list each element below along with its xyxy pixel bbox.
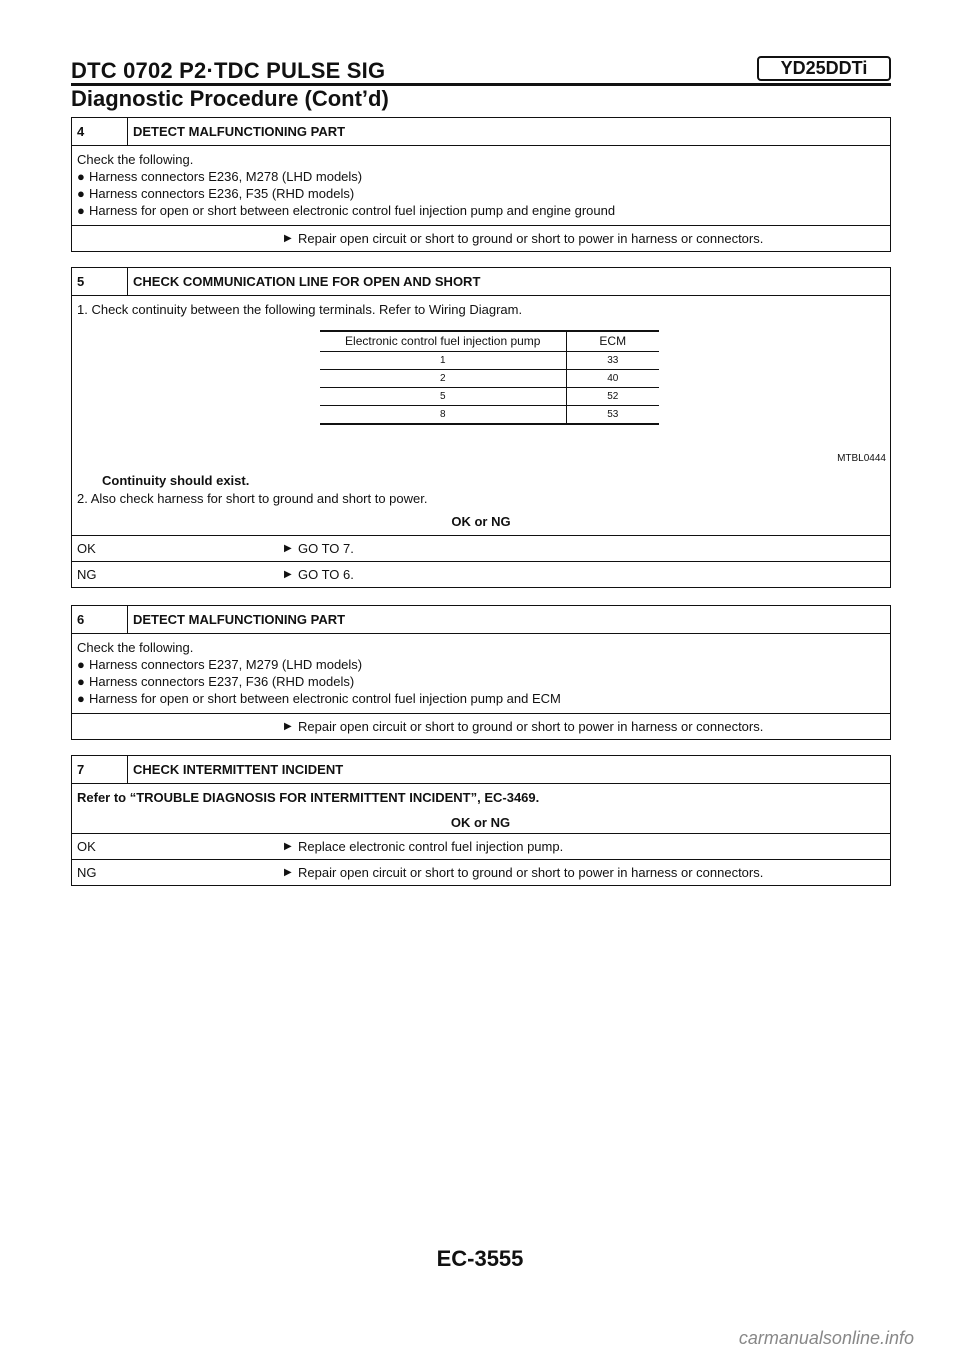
intro-text: Check the following. xyxy=(77,152,194,167)
list-item: ● Harness connectors E236, M278 (LHD models) xyxy=(77,169,363,184)
step-5-ng-row xyxy=(72,561,890,587)
step-number: 7 xyxy=(72,756,128,783)
step-title: DETECT MALFUNCTIONING PART xyxy=(133,612,346,627)
list-item: ● Harness connectors E237, F36 (RHD models) xyxy=(77,674,355,689)
list-item: ● Harness connectors E236, F35 (RHD models) xyxy=(77,186,355,201)
ok-or-ng-label: OK or NG xyxy=(450,815,511,830)
step-4-body xyxy=(72,145,890,225)
step-6-header xyxy=(72,606,890,633)
bullet-icon: ● xyxy=(77,657,85,672)
result-text: Replace electronic control fuel injection pump. xyxy=(298,839,564,854)
result-text: GO TO 7. xyxy=(298,541,354,556)
result-text: Repair open circuit or short to ground or short to power in harness or connectors. xyxy=(298,865,764,880)
step-5-header xyxy=(72,268,890,295)
page-title: DTC 0702 P2·TDC PULSE SIG xyxy=(71,58,386,83)
arrow-right-icon: ▶ xyxy=(284,569,292,580)
column-header: ECM xyxy=(599,333,627,348)
result-label: NG xyxy=(77,567,97,582)
terminal-table xyxy=(320,330,659,425)
arrow-right-icon: ▶ xyxy=(284,867,292,878)
step-number: 4 xyxy=(72,118,128,145)
table-header-row xyxy=(320,331,659,351)
result-text: GO TO 6. xyxy=(298,567,354,582)
list-item: ● Harness connectors E237, M279 (LHD models) xyxy=(77,657,363,672)
step-5-body xyxy=(72,295,890,508)
arrow-right-icon: ▶ xyxy=(284,841,292,852)
instruction-1: 1. Check continuity between the following terminals. Refer to Wiring Diagram. xyxy=(77,302,523,317)
step-6-box xyxy=(71,605,891,740)
step-7-ng-row xyxy=(72,859,890,885)
result-label: OK xyxy=(77,541,96,556)
engine-badge: YD25DDTi xyxy=(757,56,891,81)
step-5-box xyxy=(71,267,891,588)
intro-text: Check the following. xyxy=(77,640,194,655)
column-header: Electronic control fuel injection pump xyxy=(320,331,566,351)
list-item: ● Harness for open or short between electronic control fuel injection pump and ECM xyxy=(77,691,561,706)
bullet-icon: ● xyxy=(77,169,85,184)
ok-or-ng-label: OK or NG xyxy=(451,514,511,529)
result-text: Repair open circuit or short to ground or short to power in harness or connectors. xyxy=(298,719,764,734)
bullet-icon: ● xyxy=(77,691,85,706)
result-label: NG xyxy=(77,865,97,880)
step-7-ok-row xyxy=(72,833,890,859)
bullet-icon: ● xyxy=(77,186,85,201)
list-item: ● Harness for open or short between electronic control fuel injection pump and engine ground xyxy=(77,203,616,218)
page-subtitle: Diagnostic Procedure (Cont’d) xyxy=(71,86,389,111)
result-label: OK xyxy=(77,839,96,854)
step-number: 6 xyxy=(72,606,128,633)
result-text: Repair open circuit or short to ground or short to power in harness or connectors. xyxy=(298,231,764,246)
bullet-icon: ● xyxy=(77,674,85,689)
table-row: 2 40 xyxy=(320,369,659,387)
arrow-right-icon: ▶ xyxy=(284,543,292,554)
step-5-ok-row xyxy=(72,535,890,561)
arrow-right-icon: ▶ xyxy=(284,721,292,732)
instruction-2: 2. Also check harness for short to ground and short to power. xyxy=(77,491,428,506)
continuity-note: Continuity should exist. xyxy=(102,473,250,488)
table-row: 1 33 xyxy=(320,351,659,369)
table-row: 8 53 xyxy=(320,405,659,424)
arrow-right-icon: ▶ xyxy=(284,233,292,244)
page-number: EC-3555 xyxy=(436,1246,524,1271)
step-6-body xyxy=(72,633,890,713)
table-row: 5 52 xyxy=(320,387,659,405)
refer-text: Refer to “TROUBLE DIAGNOSIS FOR INTERMITTENT INCIDENT”, EC-3469. xyxy=(77,790,540,805)
step-title: CHECK INTERMITTENT INCIDENT xyxy=(133,762,344,777)
figure-code: MTBL0444 xyxy=(837,453,886,464)
step-title: DETECT MALFUNCTIONING PART xyxy=(133,124,346,139)
step-4-box xyxy=(71,117,891,252)
step-6-result xyxy=(72,713,890,739)
step-7-header xyxy=(72,756,890,783)
step-4-result xyxy=(72,225,890,251)
step-number: 5 xyxy=(72,268,128,295)
step-4-header xyxy=(72,118,890,145)
watermark-text: carmanualsonline.info xyxy=(738,1328,914,1348)
bullet-icon: ● xyxy=(77,203,85,218)
step-title: CHECK COMMUNICATION LINE FOR OPEN AND SHORT xyxy=(133,274,481,289)
step-7-body xyxy=(72,783,890,833)
step-7-box xyxy=(71,755,891,886)
